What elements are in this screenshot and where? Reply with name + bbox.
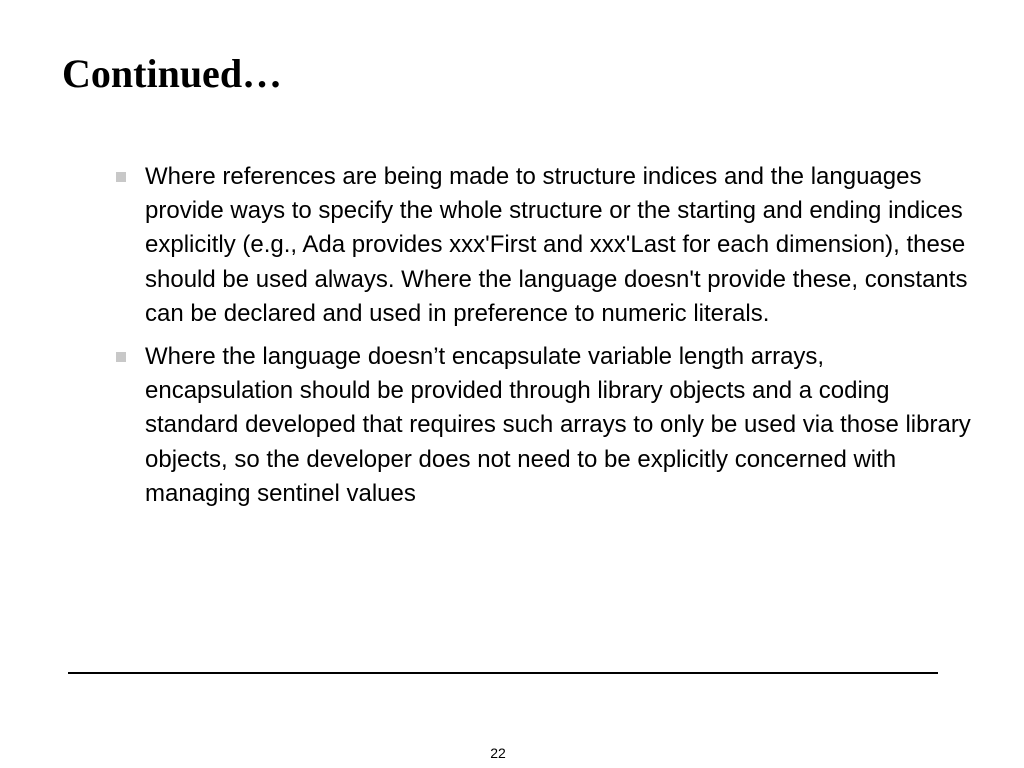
- bullet-text: Where the language doesn’t encapsulate variable length arrays, encapsulation should be provided through library objects and a coding standard developed that requires such arrays to only be used via those library objects, so the developer does not need to be explicitly concerned with managing sentinel values: [145, 343, 971, 507]
- bullet-item: [114, 160, 974, 331]
- slide-title: Continued…: [62, 51, 283, 96]
- square-bullet-icon: [116, 352, 126, 362]
- page-number-label: 22: [490, 745, 506, 761]
- bullet-text: Where references are being made to structure indices and the languages provide ways to specify the whole structure or the starting and ending indices explicitly (e.g., Ada provides xxx'First and xxx'Last for each dimension), these should be used always. Where the language doesn't provide these, constants can be declared and used in preference to numeric literals.: [145, 163, 968, 327]
- square-bullet-icon: [116, 172, 126, 182]
- bullet-item: [114, 340, 974, 511]
- page-number: [0, 744, 1024, 762]
- footer-divider: [68, 672, 938, 674]
- bullet-list: [114, 160, 974, 520]
